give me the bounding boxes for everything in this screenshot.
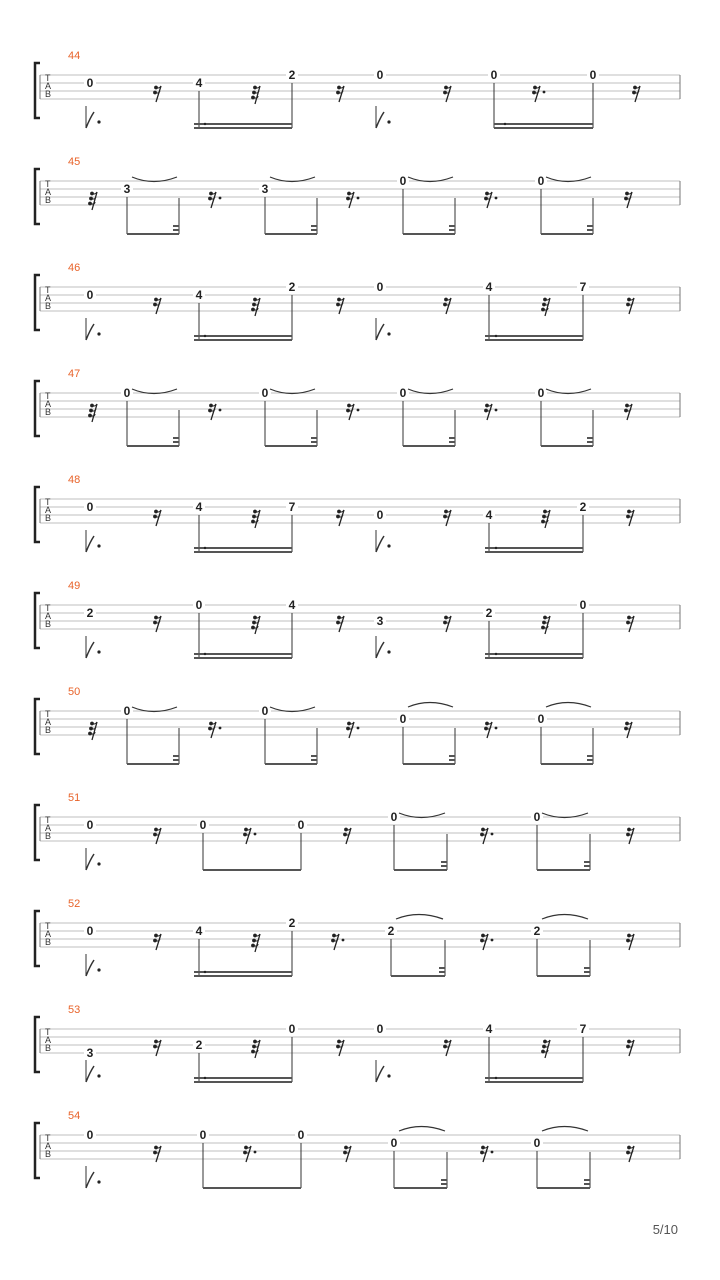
tab-system bbox=[0, 1004, 720, 1104]
measure-number: 45 bbox=[68, 156, 81, 168]
fret-number: 2 bbox=[387, 924, 395, 938]
rest-icon bbox=[624, 722, 632, 738]
fret-number: 2 bbox=[288, 916, 296, 930]
rest-icon bbox=[153, 510, 161, 526]
rest-icon bbox=[243, 1146, 256, 1162]
note-flag bbox=[86, 854, 94, 870]
tab-system bbox=[0, 368, 720, 468]
fret-number: 0 bbox=[261, 704, 269, 718]
rest-icon bbox=[346, 404, 359, 420]
fret-number: 4 bbox=[195, 924, 203, 938]
dot-icon bbox=[387, 650, 390, 653]
rest-icon bbox=[484, 192, 497, 208]
dot-icon bbox=[97, 862, 100, 865]
note-flag bbox=[376, 1066, 384, 1082]
fret-number: 0 bbox=[86, 500, 94, 514]
dot-icon bbox=[495, 653, 497, 655]
note-flag bbox=[86, 112, 94, 128]
rest-icon bbox=[336, 510, 344, 526]
dot-icon bbox=[495, 547, 497, 549]
fret-number: 7 bbox=[579, 1022, 587, 1036]
rest-icon bbox=[153, 1146, 161, 1162]
system-bracket bbox=[35, 1017, 40, 1072]
note-flag bbox=[376, 112, 384, 128]
rest-icon bbox=[632, 86, 640, 102]
tab-clef-letter: T bbox=[45, 391, 51, 401]
rest-icon bbox=[626, 934, 634, 950]
rest-icon bbox=[208, 192, 221, 208]
tab-clef-letter: T bbox=[45, 921, 51, 931]
tab-clef-letter: A bbox=[45, 823, 52, 833]
measure-number: 49 bbox=[68, 580, 81, 592]
tab-system bbox=[0, 156, 720, 256]
fret-number: 0 bbox=[86, 288, 94, 302]
system-bracket bbox=[35, 381, 40, 436]
rest-icon bbox=[153, 828, 161, 844]
dot-icon bbox=[97, 332, 100, 335]
fret-number: 0 bbox=[297, 818, 305, 832]
rest-icon bbox=[480, 828, 493, 844]
dot-icon bbox=[97, 120, 100, 123]
tab-staff bbox=[0, 368, 720, 468]
rest-icon bbox=[251, 298, 260, 316]
rest-icon bbox=[336, 616, 344, 632]
fret-number: 4 bbox=[195, 288, 203, 302]
fret-number: 0 bbox=[537, 174, 545, 188]
note-flag bbox=[376, 324, 384, 340]
tab-clef-letter: A bbox=[45, 81, 52, 91]
measure-number: 44 bbox=[68, 50, 81, 62]
fret-number: 0 bbox=[533, 1136, 541, 1150]
fret-number: 0 bbox=[579, 598, 587, 612]
dot-icon bbox=[204, 123, 206, 125]
fret-number: 4 bbox=[485, 280, 493, 294]
dot-icon bbox=[204, 335, 206, 337]
tab-clef-letter: B bbox=[45, 831, 52, 841]
dot-icon bbox=[495, 1077, 497, 1079]
tab-staff bbox=[0, 1004, 720, 1104]
rest-icon bbox=[541, 1040, 550, 1058]
dot-icon bbox=[97, 1074, 100, 1077]
rest-icon bbox=[443, 1040, 451, 1056]
tab-clef-letter: T bbox=[45, 603, 51, 613]
fret-number: 0 bbox=[399, 386, 407, 400]
tie bbox=[542, 1127, 588, 1132]
rest-icon bbox=[251, 86, 260, 104]
rest-icon bbox=[243, 828, 256, 844]
fret-number: 0 bbox=[390, 1136, 398, 1150]
tab-clef-letter: T bbox=[45, 709, 51, 719]
fret-number: 4 bbox=[195, 76, 203, 90]
tab-system bbox=[0, 792, 720, 892]
fret-number: 7 bbox=[288, 500, 296, 514]
tab-system bbox=[0, 898, 720, 998]
fret-number: 3 bbox=[261, 182, 269, 196]
fret-number: 0 bbox=[288, 1022, 296, 1036]
measure-number: 46 bbox=[68, 262, 81, 274]
rest-icon bbox=[484, 404, 497, 420]
measure-number: 47 bbox=[68, 368, 81, 380]
rest-icon bbox=[443, 616, 451, 632]
rest-icon bbox=[153, 934, 161, 950]
rest-icon bbox=[336, 86, 344, 102]
system-bracket bbox=[35, 593, 40, 648]
rest-icon bbox=[88, 192, 97, 210]
tab-staff bbox=[0, 686, 720, 786]
fret-number: 0 bbox=[589, 68, 597, 82]
tab-staff bbox=[0, 262, 720, 362]
page-number: 5/10 bbox=[652, 1222, 678, 1237]
tab-clef-letter: B bbox=[45, 89, 52, 99]
dot-icon bbox=[97, 544, 100, 547]
tab-system bbox=[0, 580, 720, 680]
fret-number: 0 bbox=[399, 712, 407, 726]
fret-number: 0 bbox=[297, 1128, 305, 1142]
tab-system bbox=[0, 262, 720, 362]
tab-clef-letter: A bbox=[45, 505, 52, 515]
tab-clef-letter: T bbox=[45, 1133, 51, 1143]
rest-icon bbox=[624, 404, 632, 420]
rest-icon bbox=[251, 1040, 260, 1058]
tab-clef-letter: A bbox=[45, 1141, 52, 1151]
tab-clef-letter: B bbox=[45, 1149, 52, 1159]
dot-icon bbox=[97, 968, 100, 971]
rest-icon bbox=[541, 298, 550, 316]
tab-staff bbox=[0, 474, 720, 574]
fret-number: 2 bbox=[195, 1038, 203, 1052]
tab-staff bbox=[0, 792, 720, 892]
fret-number: 2 bbox=[485, 606, 493, 620]
fret-number: 0 bbox=[537, 712, 545, 726]
rest-icon bbox=[532, 86, 545, 102]
tab-staff bbox=[0, 580, 720, 680]
rest-icon bbox=[346, 192, 359, 208]
tab-clef-letter: B bbox=[45, 1043, 52, 1053]
fret-number: 0 bbox=[86, 1128, 94, 1142]
fret-number: 0 bbox=[376, 1022, 384, 1036]
tab-clef-letter: A bbox=[45, 1035, 52, 1045]
rest-icon bbox=[343, 1146, 351, 1162]
fret-number: 3 bbox=[123, 182, 131, 196]
fret-number: 0 bbox=[376, 68, 384, 82]
measure-number: 53 bbox=[68, 1004, 81, 1016]
dot-icon bbox=[204, 653, 206, 655]
fret-number: 0 bbox=[490, 68, 498, 82]
system-bracket bbox=[35, 63, 40, 118]
fret-number: 4 bbox=[195, 500, 203, 514]
tab-clef-letter: B bbox=[45, 407, 52, 417]
tab-clef-letter: A bbox=[45, 929, 52, 939]
fret-number: 0 bbox=[376, 280, 384, 294]
rest-icon bbox=[541, 616, 550, 634]
note-flag bbox=[86, 1066, 94, 1082]
dot-icon bbox=[204, 1077, 206, 1079]
rest-icon bbox=[88, 404, 97, 422]
fret-number: 0 bbox=[376, 508, 384, 522]
tie bbox=[546, 703, 591, 708]
note-flag bbox=[376, 642, 384, 658]
dot-icon bbox=[97, 1180, 100, 1183]
dot-icon bbox=[387, 120, 390, 123]
dot-icon bbox=[504, 123, 506, 125]
fret-number: 0 bbox=[195, 598, 203, 612]
rest-icon bbox=[443, 510, 451, 526]
rest-icon bbox=[153, 86, 161, 102]
tab-system bbox=[0, 474, 720, 574]
rest-icon bbox=[153, 616, 161, 632]
fret-number: 0 bbox=[86, 76, 94, 90]
tie bbox=[408, 703, 453, 708]
tab-clef-letter: T bbox=[45, 285, 51, 295]
measure-number: 50 bbox=[68, 686, 81, 698]
fret-number: 4 bbox=[485, 1022, 493, 1036]
tab-clef-letter: T bbox=[45, 1027, 51, 1037]
system-bracket bbox=[35, 169, 40, 224]
fret-number: 0 bbox=[399, 174, 407, 188]
tab-clef-letter: A bbox=[45, 399, 52, 409]
rest-icon bbox=[343, 828, 351, 844]
rest-icon bbox=[208, 404, 221, 420]
note-flag bbox=[86, 642, 94, 658]
rest-icon bbox=[251, 616, 260, 634]
rest-icon bbox=[251, 510, 260, 528]
fret-number: 3 bbox=[376, 614, 384, 628]
fret-number: 4 bbox=[288, 598, 296, 612]
rest-icon bbox=[541, 510, 550, 528]
tab-clef-letter: A bbox=[45, 187, 52, 197]
fret-number: 2 bbox=[533, 924, 541, 938]
fret-number: 2 bbox=[86, 606, 94, 620]
fret-number: 0 bbox=[199, 818, 207, 832]
rest-icon bbox=[88, 722, 97, 740]
note-flag bbox=[86, 960, 94, 976]
measure-number: 52 bbox=[68, 898, 81, 910]
system-bracket bbox=[35, 911, 40, 966]
tab-clef-letter: A bbox=[45, 717, 52, 727]
tie bbox=[396, 915, 443, 920]
fret-number: 0 bbox=[390, 810, 398, 824]
rest-icon bbox=[346, 722, 359, 738]
tab-clef-letter: T bbox=[45, 497, 51, 507]
dot-icon bbox=[495, 335, 497, 337]
rest-icon bbox=[626, 828, 634, 844]
tab-clef-letter: T bbox=[45, 179, 51, 189]
rest-icon bbox=[153, 1040, 161, 1056]
tab-system bbox=[0, 50, 720, 150]
fret-number: 0 bbox=[261, 386, 269, 400]
tab-system bbox=[0, 1110, 720, 1210]
dot-icon bbox=[387, 1074, 390, 1077]
fret-number: 0 bbox=[86, 924, 94, 938]
tie bbox=[399, 1127, 445, 1132]
tab-staff bbox=[0, 898, 720, 998]
system-bracket bbox=[35, 487, 40, 542]
rest-icon bbox=[626, 510, 634, 526]
note-flag bbox=[86, 1172, 94, 1188]
fret-number: 0 bbox=[537, 386, 545, 400]
fret-number: 0 bbox=[123, 704, 131, 718]
tab-staff bbox=[0, 1110, 720, 1210]
rest-icon bbox=[336, 1040, 344, 1056]
system-bracket bbox=[35, 805, 40, 860]
rest-icon bbox=[480, 1146, 493, 1162]
fret-number: 0 bbox=[86, 818, 94, 832]
fret-number: 2 bbox=[579, 500, 587, 514]
measure-number: 48 bbox=[68, 474, 81, 486]
system-bracket bbox=[35, 699, 40, 754]
dot-icon bbox=[387, 544, 390, 547]
rest-icon bbox=[336, 298, 344, 314]
dot-icon bbox=[204, 547, 206, 549]
fret-number: 4 bbox=[485, 508, 493, 522]
tab-staff bbox=[0, 50, 720, 150]
rest-icon bbox=[153, 298, 161, 314]
rest-icon bbox=[484, 722, 497, 738]
tab-clef-letter: B bbox=[45, 513, 52, 523]
rest-icon bbox=[626, 616, 634, 632]
dot-icon bbox=[387, 332, 390, 335]
measure-number: 51 bbox=[68, 792, 81, 804]
tab-system bbox=[0, 686, 720, 786]
tab-clef-letter: A bbox=[45, 611, 52, 621]
tab-clef-letter: B bbox=[45, 301, 52, 311]
measure-number: 54 bbox=[68, 1110, 81, 1122]
system-bracket bbox=[35, 275, 40, 330]
rest-icon bbox=[208, 722, 221, 738]
fret-number: 7 bbox=[579, 280, 587, 294]
rest-icon bbox=[443, 298, 451, 314]
fret-number: 0 bbox=[199, 1128, 207, 1142]
rest-icon bbox=[626, 298, 634, 314]
rest-icon bbox=[626, 1040, 634, 1056]
tab-clef-letter: A bbox=[45, 293, 52, 303]
tab-clef-letter: B bbox=[45, 725, 52, 735]
fret-number: 3 bbox=[86, 1046, 94, 1060]
rest-icon bbox=[626, 1146, 634, 1162]
system-bracket bbox=[35, 1123, 40, 1178]
dot-icon bbox=[97, 650, 100, 653]
rest-icon bbox=[251, 934, 260, 952]
rest-icon bbox=[443, 86, 451, 102]
note-flag bbox=[86, 324, 94, 340]
rest-icon bbox=[331, 934, 344, 950]
rest-icon bbox=[480, 934, 493, 950]
tie bbox=[542, 915, 588, 920]
note-flag bbox=[376, 536, 384, 552]
tab-clef-letter: B bbox=[45, 937, 52, 947]
fret-number: 0 bbox=[123, 386, 131, 400]
tab-clef-letter: T bbox=[45, 815, 51, 825]
dot-icon bbox=[204, 971, 206, 973]
tab-clef-letter: B bbox=[45, 619, 52, 629]
tab-clef-letter: T bbox=[45, 73, 51, 83]
fret-number: 0 bbox=[533, 810, 541, 824]
rest-icon bbox=[624, 192, 632, 208]
tab-staff bbox=[0, 156, 720, 256]
tab-clef-letter: B bbox=[45, 195, 52, 205]
fret-number: 2 bbox=[288, 280, 296, 294]
note-flag bbox=[86, 536, 94, 552]
fret-number: 2 bbox=[288, 68, 296, 82]
